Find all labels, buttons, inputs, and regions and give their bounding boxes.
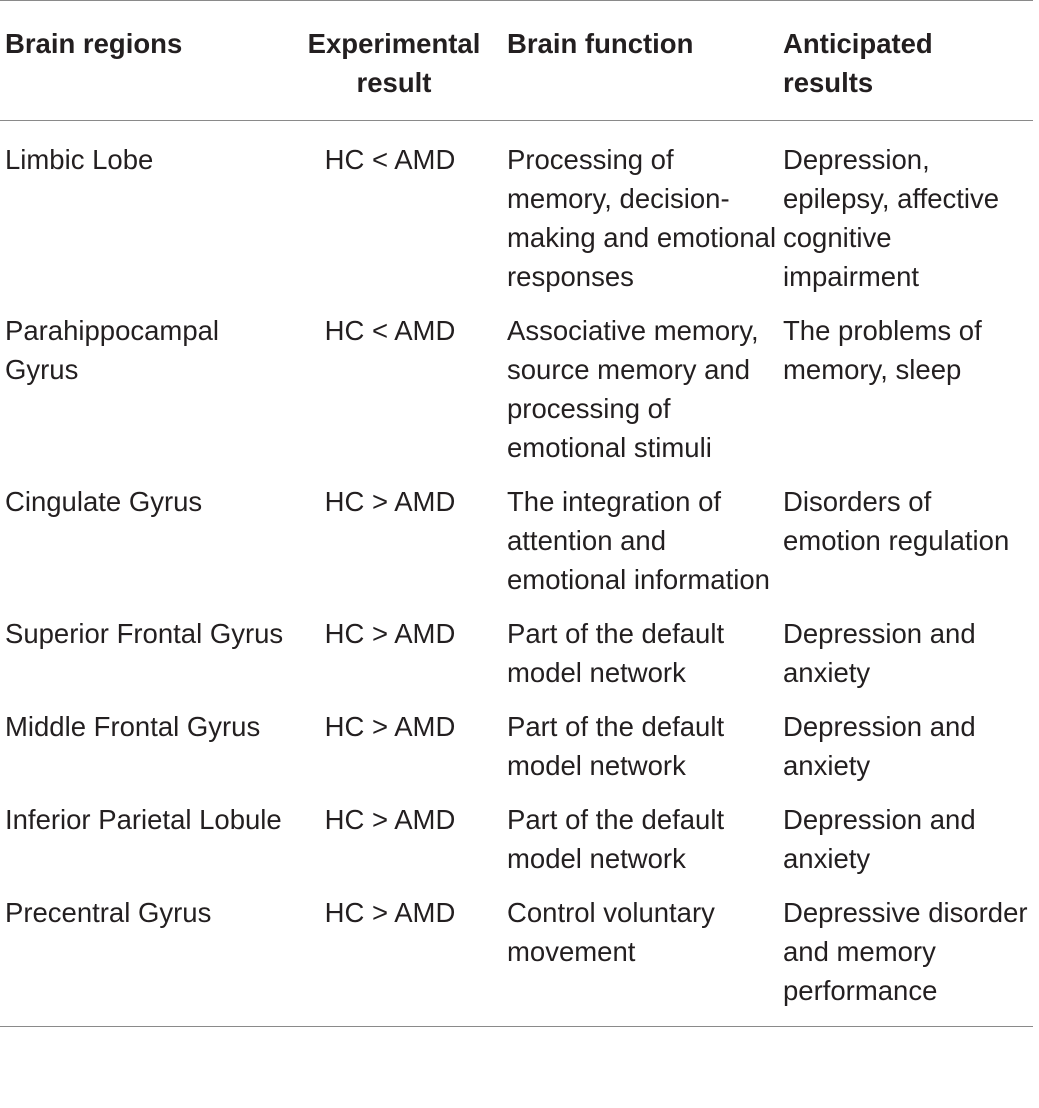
header-experimental-result-line2: result: [356, 67, 432, 98]
cell-region: Inferior Parietal Lobule: [5, 804, 282, 835]
cell-result: HC > AMD: [324, 486, 456, 517]
table-row: [0, 121, 1033, 297]
header-brain-regions-label: Brain regions: [5, 28, 183, 59]
header-row: [0, 1, 1033, 121]
cell-function: Part of the default model network: [507, 618, 725, 688]
cell-anticipated: Depression, epilepsy, affective cognitive impairment: [783, 144, 1000, 292]
cell-region: Cingulate Gyrus: [5, 486, 203, 517]
cell-region: Precentral Gyrus: [5, 897, 212, 928]
header-anticipated-results: [779, 1, 1033, 121]
cell-function: Associative memory, source memory and processing of emotional stimuli: [507, 315, 759, 463]
header-anticipated-results-line1: Anticipated: [783, 28, 933, 59]
table-row: [0, 599, 1033, 692]
table-row: [0, 878, 1033, 1027]
header-anticipated-results-line2: results: [783, 67, 874, 98]
cell-function: Control voluntary movement: [507, 897, 715, 967]
cell-region: Limbic Lobe: [5, 144, 154, 175]
cell-result: HC > AMD: [324, 804, 456, 835]
cell-result: HC > AMD: [324, 711, 456, 742]
cell-function: Part of the default model network: [507, 804, 725, 874]
table-body: [0, 121, 1033, 1027]
table-row: [0, 467, 1033, 599]
cell-anticipated: Disorders of emotion regulation: [783, 486, 1010, 556]
cell-region: Middle Frontal Gyrus: [5, 711, 261, 742]
header-experimental-result-line1: Experimental: [307, 28, 481, 59]
cell-anticipated: Depression and anxiety: [783, 618, 976, 688]
table-row: [0, 692, 1033, 785]
cell-result: HC > AMD: [324, 897, 456, 928]
cell-result: HC < AMD: [324, 315, 456, 346]
table-header: [0, 1, 1033, 121]
cell-anticipated: Depression and anxiety: [783, 711, 976, 781]
table-row: [0, 296, 1033, 467]
cell-anticipated: The problems of memory, sleep: [783, 315, 982, 385]
table-row: [0, 785, 1033, 878]
header-brain-function-label: Brain function: [507, 28, 694, 59]
cell-anticipated: Depressive disorder and memory performance: [783, 897, 1028, 1006]
cell-region: Superior Frontal Gyrus: [5, 618, 284, 649]
cell-region: Parahippocampal Gyrus: [5, 315, 220, 385]
cell-anticipated: Depression and anxiety: [783, 804, 976, 874]
cell-function: Processing of memory, decision-making and emotional responses: [507, 144, 777, 292]
cell-result: HC > AMD: [324, 618, 456, 649]
cell-function: Part of the default model network: [507, 711, 725, 781]
cell-function: The integration of attention and emotional information: [507, 486, 770, 595]
cell-result: HC < AMD: [324, 144, 456, 175]
header-brain-regions: [0, 1, 285, 121]
header-brain-function: [503, 1, 779, 121]
header-experimental-result: [285, 1, 503, 121]
